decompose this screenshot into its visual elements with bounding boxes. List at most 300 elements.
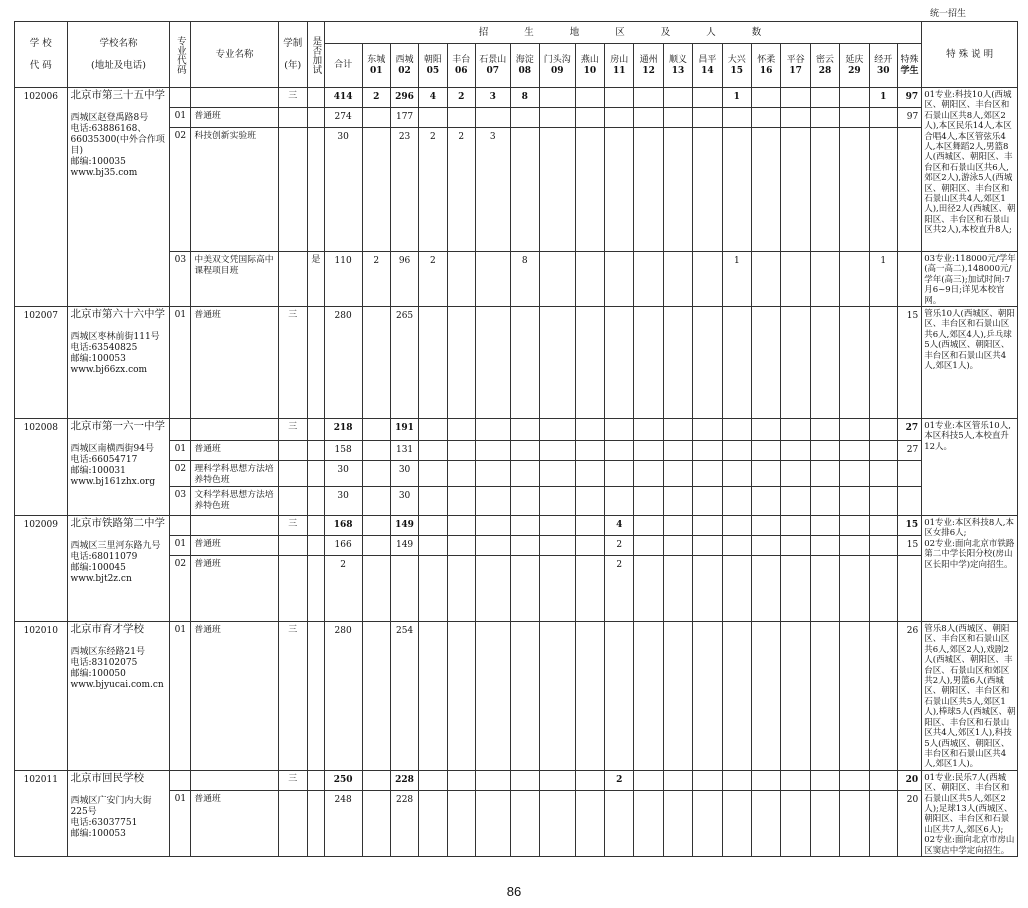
header-district-10 [575,44,604,88]
district-count [634,88,663,108]
years: 三 [278,770,307,790]
district-count [510,770,539,790]
district-name: 石景山 [479,54,507,65]
major-code: 03 [170,252,191,307]
district-count [663,487,692,516]
district-count [510,307,539,419]
special-notes: 01专业:本区科技8人,本区女排6人; 02专业:面向北京市铁路第二中学长阳分校(房山区长阳中学)定向招生。 [922,516,1018,622]
major-name: 中美双文凭国际高中课程项目班 [191,252,278,307]
district-count: 1 [869,252,897,307]
district-count [575,556,604,622]
school-code-text: 102010 [23,626,58,637]
major-code: 02 [170,461,191,487]
district-count [575,108,604,128]
school-code [15,770,68,856]
school-name: 北京市回民学校 [70,771,144,784]
district-count [539,108,575,128]
spacer [71,635,168,647]
school-name-cell [67,88,170,307]
district-count [781,536,810,556]
district-count [840,307,869,419]
school-address-phone: 西城区赵登禹路8号 电话:63886168、66035300(中外合作项目) 邮编:100035 www.bj35.com [70,113,165,178]
district-count [475,307,510,419]
district-count [605,128,634,252]
header-years: 学制 (年) [278,22,307,88]
district-count [869,622,897,771]
district-count [810,461,839,487]
district-count [475,536,510,556]
header-district-30 [869,44,897,88]
district-count [605,622,634,771]
district-count [722,770,751,790]
major-name: 普通班 [191,536,278,556]
district-count [810,419,839,441]
district-name: 燕山 [580,54,599,65]
total-count: 30 [324,128,362,252]
school-code-text: 102006 [23,92,58,102]
school-address-phone: 西城区东经路21号 电话:83102075 邮编:100050 www.bjyucai.com.cn [70,647,164,691]
table-row [15,516,1018,536]
district-count [447,252,475,307]
district-count [510,556,539,622]
total-count: 158 [324,441,362,461]
table-row [15,419,1018,441]
district-name: 房山 [610,54,629,65]
district-count [663,88,692,108]
school-code [15,88,68,307]
spacer [71,101,168,113]
special-notes: 管乐10人(西城区、朝阳区、丰台区和石景山区共6人,郊区4人),乒乓球5人(西城区、朝阳区、丰台区和石景山区共4人,郊区1人)。 [922,307,1018,419]
district-count [419,770,447,790]
page-number: 86 [506,884,522,899]
addtest [307,419,324,441]
district-count [539,307,575,419]
district-count [693,88,722,108]
header-district-29 [840,44,869,88]
district-code: 13 [671,65,685,76]
district-count: 1 [722,252,751,307]
district-count: 96 [390,252,418,307]
district-count [752,88,781,108]
district-count [693,441,722,461]
special-count: 20 [897,770,921,790]
district-count [447,536,475,556]
addtest [307,461,324,487]
district-count [539,516,575,536]
header-addtest: 是否加试 [307,22,324,88]
district-count [869,419,897,441]
district-count [575,622,604,771]
district-count [539,791,575,857]
district-count [447,419,475,441]
major-code: 01 [170,791,191,857]
addtest [307,128,324,252]
district-code: 10 [583,65,597,76]
district-code: 14 [701,65,714,76]
major-code: 01 [170,536,191,556]
district-count [722,108,751,128]
district-count [475,622,510,771]
major-name: 科技创新实验班 [191,128,278,252]
header-major-name: 专业名称 [191,22,278,88]
special-count: 20 [897,791,921,857]
district-count: 2 [447,88,475,108]
district-count [752,536,781,556]
total-count: 2 [324,556,362,622]
district-count [781,487,810,516]
total-count: 110 [324,252,362,307]
district-count: 23 [390,128,418,252]
total-count: 166 [324,536,362,556]
district-count [634,419,663,441]
district-count [722,791,751,857]
special-count [897,252,921,307]
district-count [840,252,869,307]
district-count: 4 [605,516,634,536]
years [278,441,307,461]
district-count [510,419,539,441]
header-school-name: 学校名称 (地址及电话) [67,22,170,88]
addtest [307,441,324,461]
district-count [752,461,781,487]
school-code-text: 102009 [23,520,58,531]
district-count [693,419,722,441]
header-major-code: 专业代码 [170,22,191,88]
district-count [475,461,510,487]
district-count [722,419,751,441]
district-count [447,108,475,128]
district-count [722,487,751,516]
school-code [15,622,68,771]
district-count [605,108,634,128]
special-count: 97 [897,108,921,128]
district-count [810,791,839,857]
school-code-text: 102008 [23,423,58,434]
years [278,487,307,516]
major-name: 普通班 [191,622,278,771]
school-name-cell [67,516,170,622]
major-name [191,770,278,790]
district-count [447,516,475,536]
special-count: 27 [897,419,921,441]
school-name: 北京市育才学校 [70,623,144,636]
spacer [71,320,168,332]
district-name: 海淀 [515,54,534,65]
district-count [362,791,390,857]
total-count: 168 [324,516,362,536]
years [278,108,307,128]
district-count [634,108,663,128]
district-count [869,441,897,461]
years [278,556,307,622]
district-count [810,536,839,556]
district-count [362,556,390,622]
district-count [840,791,869,857]
district-count [475,419,510,441]
district-name: 丰台 [452,54,471,65]
header-school-code: 学 校 代 码 [15,22,68,88]
district-count [447,307,475,419]
district-count: 177 [390,108,418,128]
district-count [475,770,510,790]
header-district-07 [475,44,510,88]
district-count [419,441,447,461]
district-code: 02 [398,65,411,76]
major-code [170,88,191,108]
district-name: 通州 [639,54,658,65]
district-count [840,516,869,536]
district-count [810,487,839,516]
district-count [722,536,751,556]
addtest [307,88,324,108]
district-count [605,419,634,441]
district-count [362,770,390,790]
addtest [307,487,324,516]
district-count [663,307,692,419]
district-count [869,556,897,622]
district-count [605,307,634,419]
district-code: 11 [612,65,626,76]
district-count [362,622,390,771]
district-name: 密云 [815,54,834,65]
table-row [15,770,1018,790]
addtest [307,622,324,771]
district-count [722,461,751,487]
district-count [752,307,781,419]
district-count [752,419,781,441]
years [278,536,307,556]
years [278,461,307,487]
district-count [362,128,390,252]
district-count [510,441,539,461]
district-count [475,487,510,516]
district-count [510,536,539,556]
school-name: 北京市第六十六中学 [70,308,165,321]
district-count [475,791,510,857]
district-count [634,556,663,622]
major-name [191,419,278,441]
addtest [307,108,324,128]
district-count: 2 [605,536,634,556]
district-code: 07 [486,65,499,76]
district-count [781,770,810,790]
district-count [447,487,475,516]
district-count [447,461,475,487]
district-code: 06 [454,65,468,76]
header-district-09 [539,44,575,88]
district-name: 怀柔 [757,54,776,65]
school-name: 北京市铁路第二中学 [70,517,165,530]
school-name-cell [67,307,170,419]
district-count [722,441,751,461]
district-count [840,556,869,622]
school-code-text: 102007 [23,311,58,322]
district-count [510,108,539,128]
district-count [419,622,447,771]
district-count: 2 [362,252,390,307]
district-count [575,441,604,461]
table-row [15,307,1018,419]
addtest [307,770,324,790]
district-count [634,487,663,516]
district-count [693,556,722,622]
major-code [170,770,191,790]
district-count [510,622,539,771]
total-count: 30 [324,487,362,516]
major-code: 01 [170,307,191,419]
district-count [722,128,751,252]
district-count [781,516,810,536]
district-count [722,307,751,419]
district-name: 西城 [395,54,414,65]
special-count: 27 [897,441,921,461]
district-count [693,461,722,487]
district-count [663,441,692,461]
district-count: 191 [390,419,418,441]
total-count: 280 [324,307,362,419]
district-count [840,487,869,516]
special-count [897,128,921,252]
district-count [605,461,634,487]
district-count [781,622,810,771]
school-code [15,516,68,622]
district-count [663,461,692,487]
district-count [781,252,810,307]
school-address-phone: 西城区枣林前街111号 电话:63540825 邮编:100053 www.bj66zx.com [70,332,160,376]
major-code: 02 [170,128,191,252]
district-count [810,307,839,419]
header-district-11 [605,44,634,88]
addtest: 是 [307,252,324,307]
district-count [447,441,475,461]
district-count [634,461,663,487]
district-count [752,441,781,461]
district-count [362,307,390,419]
district-count [693,516,722,536]
district-count [752,516,781,536]
district-count [752,487,781,516]
major-name: 普通班 [191,307,278,419]
header-special-students: 特殊 学生 [897,44,921,88]
district-count [362,419,390,441]
district-count [752,128,781,252]
district-count: 30 [390,461,418,487]
special-notes: 01专业:本区管乐10人,本区科技5人,本校直升12人。 [922,419,1018,516]
district-count: 8 [510,252,539,307]
district-count [869,108,897,128]
header-district-06 [447,44,475,88]
district-count [575,791,604,857]
district-count [663,770,692,790]
district-count [419,419,447,441]
district-count [419,556,447,622]
district-count [840,419,869,441]
district-count [693,791,722,857]
district-count [810,88,839,108]
district-count [840,441,869,461]
header-district-02 [390,44,418,88]
district-count [539,536,575,556]
district-name: 东城 [367,54,386,65]
district-count [869,461,897,487]
district-count [447,770,475,790]
district-count [539,88,575,108]
special-count: 26 [897,622,921,771]
district-count [575,516,604,536]
top-label: 统一招生 [930,9,967,19]
district-code: 16 [759,65,773,76]
major-code: 01 [170,622,191,771]
major-code: 02 [170,556,191,622]
district-name: 延庆 [845,54,864,65]
district-count [510,128,539,252]
district-count: 1 [722,88,751,108]
years [278,791,307,857]
district-count [539,622,575,771]
district-code: 12 [642,65,655,76]
addtest [307,307,324,419]
district-count [419,108,447,128]
special-count: 15 [897,307,921,419]
district-count: 2 [605,770,634,790]
district-count: 2 [605,556,634,622]
district-count [752,108,781,128]
district-name: 朝阳 [423,54,442,65]
district-count [663,108,692,128]
district-count: 254 [390,622,418,771]
addtest [307,516,324,536]
district-count [693,252,722,307]
district-count [752,252,781,307]
special-count: 15 [897,516,921,536]
total-count: 248 [324,791,362,857]
district-count [634,791,663,857]
district-code: 30 [876,65,890,76]
district-count [634,252,663,307]
district-count [539,770,575,790]
spacer [71,784,168,796]
school-name: 北京市第三十五中学 [70,89,165,101]
special-count [897,461,921,487]
district-count [447,622,475,771]
district-count [840,128,869,252]
district-count [510,516,539,536]
major-code [170,419,191,441]
district-code: 08 [518,65,532,76]
header-district-12 [634,44,663,88]
major-name: 理科学科思想方法培养特色班 [191,461,278,487]
district-count [390,556,418,622]
major-name: 文科学科思想方法培养特色班 [191,487,278,516]
district-count: 1 [869,88,897,108]
years: 三 [278,419,307,441]
district-count [575,536,604,556]
district-count [663,252,692,307]
district-count [419,461,447,487]
district-count: 2 [362,88,390,108]
district-count [575,128,604,252]
table-row [15,88,1018,108]
years [278,252,307,307]
header-district-14 [693,44,722,88]
district-count [634,536,663,556]
district-count: 131 [390,441,418,461]
district-count [840,108,869,128]
district-count: 2 [419,252,447,307]
district-count [752,622,781,771]
district-count [575,770,604,790]
special-notes: 管乐8人(西城区、朝阳区、丰台区和石景山区共6人,郊区2人),戏剧2人(西城区、朝阳区、丰台区、石景山区和郊区共2人),男篮6人(西城区、朝阳区、丰台区和石景山区共5人,郊区1人),棒球5人(西城区、朝阳区、丰台区和石景山区共4人,郊区1人),科技5人(西城区、朝阳区、丰台区和石景山区共4人,郊区1人)。 [922,622,1018,771]
